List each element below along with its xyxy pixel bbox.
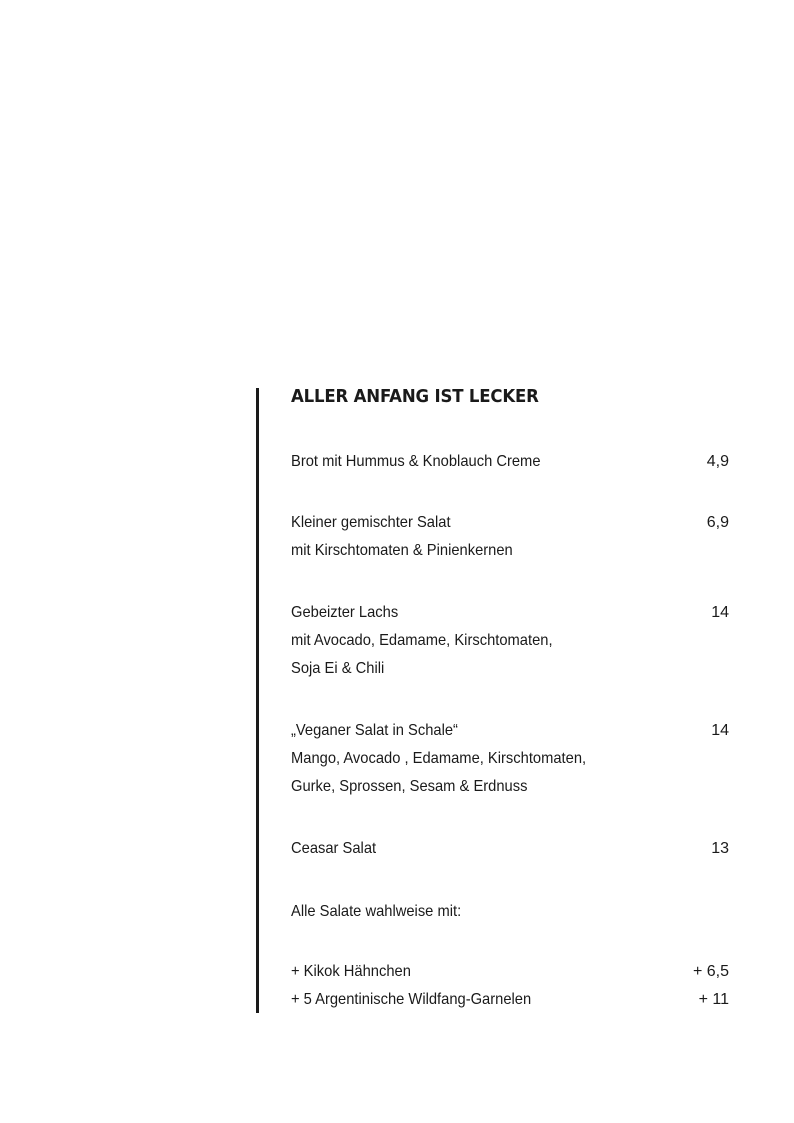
menu-item-price: 14	[711, 722, 729, 739]
menu-item-price: 14	[711, 604, 729, 621]
menu-item-detail: Mango, Avocado , Edamame, Kirschtomaten,	[291, 750, 587, 767]
menu-item-detail: mit Avocado, Edamame, Kirschtomaten,	[291, 632, 553, 649]
menu-item-name: Kleiner gemischter Salat	[291, 514, 451, 531]
menu-item-name: Gebeizter Lachs	[291, 604, 399, 621]
addon-price: + 11	[698, 991, 729, 1008]
addon-label: + Kikok Hähnchen	[291, 963, 411, 980]
menu-item-price: 6,9	[706, 514, 729, 531]
menu-item-price: 4,9	[706, 453, 729, 470]
menu-item-price: 13	[711, 840, 729, 857]
menu-item-name: Brot mit Hummus & Knoblauch Creme	[291, 453, 541, 470]
menu-section	[291, 380, 731, 1008]
addon-label: + 5 Argentinische Wildfang-Garnelen	[291, 991, 532, 1008]
menu-item-detail: Gurke, Sprossen, Sesam & Erdnuss	[291, 778, 528, 795]
addons-note-text: Alle Salate wahlweise mit:	[291, 903, 462, 920]
menu-item-text	[291, 448, 651, 476]
vertical-rule	[256, 388, 259, 1013]
menu-item-text	[291, 717, 651, 801]
menu-item-detail: Soja Ei & Chili	[291, 660, 385, 677]
menu-item-name: „Veganer Salat in Schale“	[291, 722, 458, 739]
addon-price: + 6,5	[692, 963, 729, 980]
section-title: ALLER ANFANG IST LECKER	[291, 386, 539, 407]
menu-item-text	[291, 599, 651, 683]
menu-item-text	[291, 509, 651, 565]
menu-item-name: Ceasar Salat	[291, 840, 377, 857]
menu-item-text	[291, 835, 651, 863]
menu-item-detail: mit Kirschtomaten & Pinienkernen	[291, 542, 513, 559]
